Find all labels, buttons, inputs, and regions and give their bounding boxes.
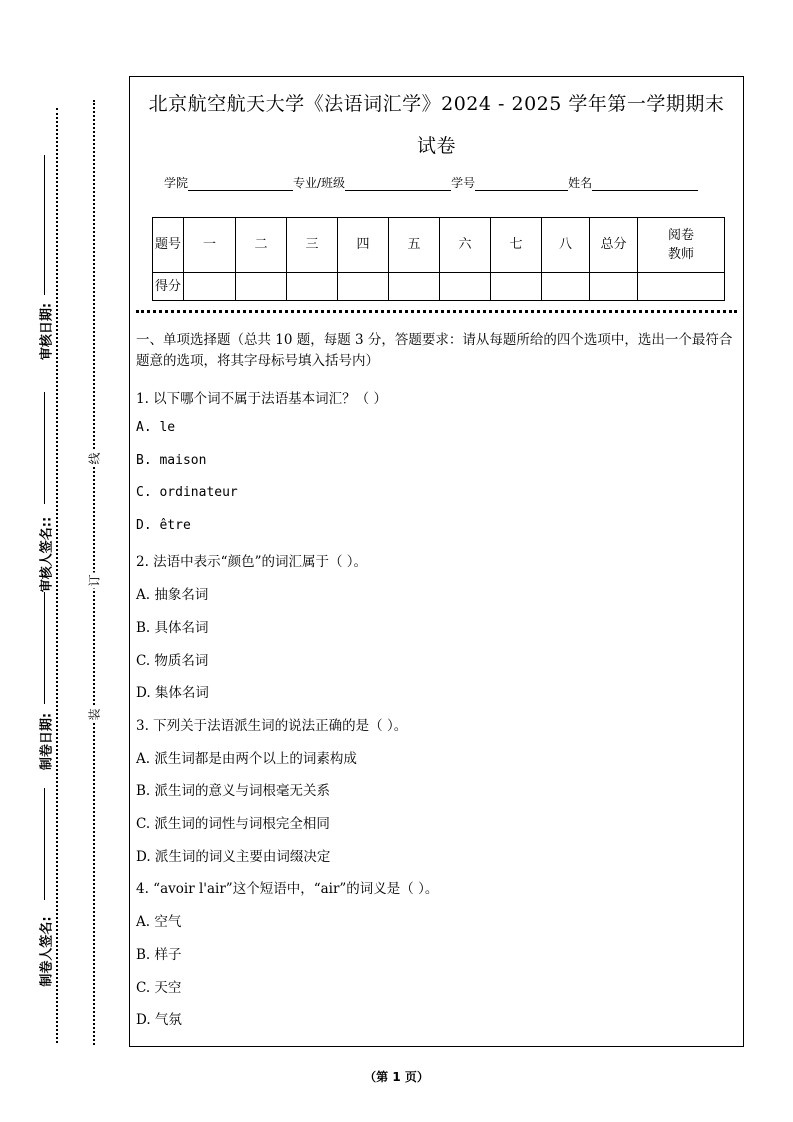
score-cell-5[interactable] <box>389 272 440 300</box>
q3-option-b: B. 派生词的意义与词根毫无关系 <box>136 783 331 799</box>
score-cell-total[interactable] <box>590 272 638 300</box>
binding-char-zhuang: 装 <box>87 708 102 721</box>
score-cell-8[interactable] <box>542 272 590 300</box>
score-cell-1[interactable] <box>184 272 236 300</box>
binding-dotted-line-outer <box>56 108 58 1043</box>
exam-title-line2: 试卷 <box>416 135 456 157</box>
grader-label: 阅卷教师 <box>638 218 725 273</box>
col-1: 一 <box>184 218 236 273</box>
maker-sign-label: 制卷人签名: <box>39 916 55 987</box>
q2-stem: 2. 法语中表示“颜色”的词汇属于（ ）。 <box>136 554 368 570</box>
q1-option-c: C. ordinateur <box>136 485 238 500</box>
page-number: （第 1 页） <box>364 1070 429 1084</box>
q3-option-d: D. 派生词的词义主要由词缀决定 <box>136 849 331 865</box>
q1-option-b: B. maison <box>136 453 207 468</box>
q3-option-a: A. 派生词都是由两个以上的词素构成 <box>136 751 357 767</box>
score-label: 得分 <box>153 272 184 300</box>
name-label: 姓名 <box>568 176 593 190</box>
col-5: 五 <box>389 218 440 273</box>
score-cell-4[interactable] <box>338 272 389 300</box>
make-date-label: 制卷日期: <box>39 712 55 771</box>
score-table-score-row <box>153 272 725 300</box>
reviewer-sign-blank <box>44 392 45 504</box>
q3-option-c: C. 派生词的词性与词根完全相同 <box>136 816 330 832</box>
col-8: 八 <box>542 218 590 273</box>
binding-char-ding: 订 <box>87 574 102 587</box>
question-number-label: 题号 <box>153 218 184 273</box>
exam-frame <box>129 76 744 1047</box>
section-1 <box>136 330 735 1028</box>
name-blank[interactable] <box>592 176 698 191</box>
make-date-blank <box>44 592 45 704</box>
college-label: 学院 <box>164 176 189 190</box>
score-table-header-row <box>153 218 725 273</box>
student-id-blank[interactable] <box>475 176 568 191</box>
student-info-row <box>164 174 698 191</box>
q4-option-b: B. 样子 <box>136 947 182 963</box>
major-class-blank[interactable] <box>345 176 451 191</box>
q4-stem: 4. “avoir l'air”这个短语中，“air”的词义是（ ）。 <box>136 881 439 897</box>
q1-option-d: D. être <box>136 518 191 533</box>
reviewer-sign-label: 审核人签名:: <box>39 516 55 593</box>
q2-option-d: D. 集体名词 <box>136 685 209 701</box>
col-4: 四 <box>338 218 389 273</box>
q1-stem: 1. 以下哪个词不属于法语基本词汇？（ ） <box>136 391 387 407</box>
q1-option-a: A. le <box>136 420 176 435</box>
college-blank[interactable] <box>188 176 293 191</box>
col-6: 六 <box>440 218 491 273</box>
q3-stem: 3. 下列关于法语派生词的说法正确的是（ ）。 <box>136 718 408 734</box>
q4-option-c: C. 天空 <box>136 980 182 996</box>
q4-option-a: A. 空气 <box>136 914 182 930</box>
score-cell-3[interactable] <box>287 272 338 300</box>
major-class-label: 专业/班级 <box>293 176 346 190</box>
student-id-label: 学号 <box>451 176 476 190</box>
col-7: 七 <box>491 218 542 273</box>
col-2: 二 <box>236 218 287 273</box>
q2-option-c: C. 物质名词 <box>136 653 209 669</box>
col-total: 总分 <box>590 218 638 273</box>
section-1-heading: 一、单项选择题（总共 10 题，每题 3 分，答题要求：请从每题所给的四个选项中，选出一个最符合题意的选项，将其字母标号填入括号内） <box>136 332 733 369</box>
review-date-blank <box>44 155 45 295</box>
col-3: 三 <box>287 218 338 273</box>
review-date-label: 审核日期: <box>39 302 55 361</box>
score-table <box>152 217 725 301</box>
maker-sign-blank <box>44 788 45 900</box>
score-cell-grader[interactable] <box>638 272 725 300</box>
score-cell-7[interactable] <box>491 272 542 300</box>
binding-char-line: 线 <box>87 452 102 465</box>
score-cell-2[interactable] <box>236 272 287 300</box>
q2-option-a: A. 抽象名词 <box>136 587 209 603</box>
exam-title-line1: 北京航空航天大学《法语词汇学》2024 - 2025 学年第一学期期末 <box>148 93 725 115</box>
q4-option-d: D. 气氛 <box>136 1012 182 1028</box>
score-cell-6[interactable] <box>440 272 491 300</box>
q2-option-b: B. 具体名词 <box>136 620 209 636</box>
dotted-separator <box>136 310 737 313</box>
